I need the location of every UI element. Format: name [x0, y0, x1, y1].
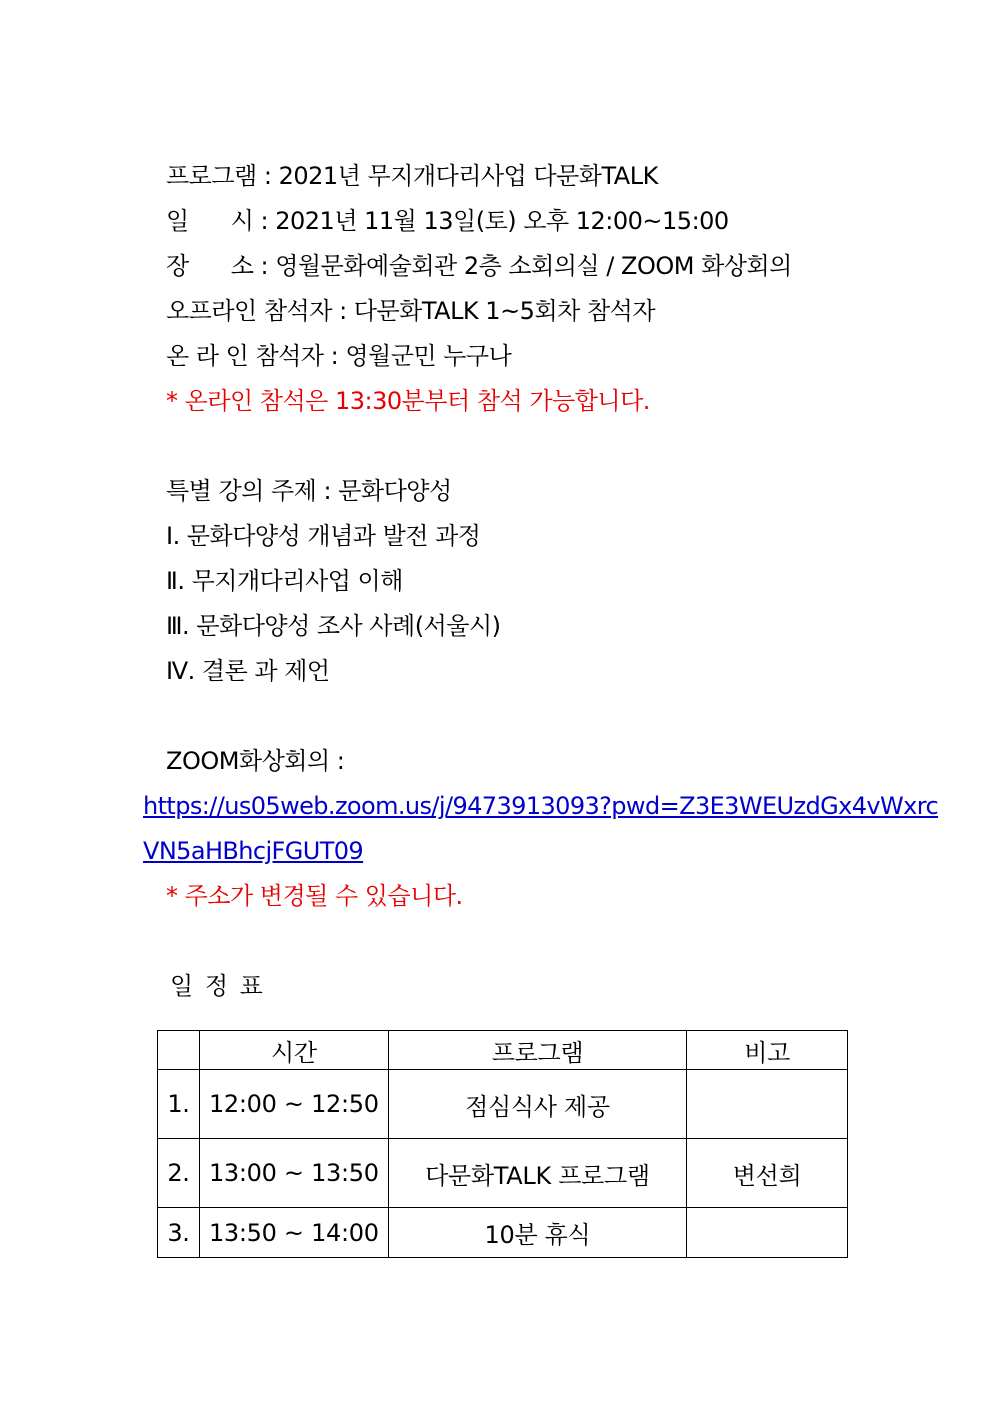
- lecture-item-text: 무지개다리사업 이해: [191, 567, 403, 595]
- row-time: 13:50 ~ 14:00: [199, 1208, 388, 1258]
- place-label-2: 소: [230, 252, 254, 280]
- row-num: 2.: [158, 1139, 200, 1208]
- row-program: 점심식사 제공: [388, 1070, 687, 1139]
- date-label-1: 일: [166, 207, 189, 235]
- schedule-title: 일 정 표: [170, 972, 265, 1000]
- lecture-item-text: 결론 과 제언: [201, 657, 330, 685]
- colon: :: [260, 207, 269, 235]
- online-line: [166, 341, 511, 371]
- colon: :: [330, 342, 339, 370]
- online-label: 온 라 인 참석자: [166, 342, 324, 370]
- zoom-link-line2[interactable]: VN5aHBhcjFGUT09: [143, 837, 364, 865]
- colon: :: [323, 477, 332, 505]
- zoom-note: * 주소가 변경될 수 있습니다.: [166, 882, 463, 910]
- lecture-topic-line: [166, 476, 452, 506]
- lecture-item-num: Ⅳ.: [166, 657, 195, 685]
- table-row: [158, 1070, 848, 1139]
- lecture-item: [166, 656, 330, 686]
- online-note: * 온라인 참석은 13:30분부터 참석 가능합니다.: [166, 387, 650, 415]
- lecture-item: [166, 611, 501, 641]
- table-header-row: [158, 1031, 848, 1070]
- header-note: 비고: [687, 1031, 848, 1070]
- place-label-1: 장: [166, 252, 189, 280]
- lecture-item-num: Ⅰ.: [166, 522, 180, 550]
- date-line: [166, 206, 729, 236]
- row-time: 13:00 ~ 13:50: [199, 1139, 388, 1208]
- date-value: 2021년 11월 13일(토) 오후 12:00~15:00: [275, 207, 729, 235]
- program-value: 2021년 무지개다리사업 다문화TALK: [278, 162, 658, 190]
- offline-line: [166, 296, 655, 326]
- row-note: [687, 1070, 848, 1139]
- lecture-item-text: 문화다양성 개념과 발전 과정: [186, 522, 481, 550]
- place-line: [166, 251, 792, 281]
- row-program: 10분 휴식: [388, 1208, 687, 1258]
- offline-value: 다문화TALK 1~5회차 참석자: [353, 297, 655, 325]
- row-note: [687, 1208, 848, 1258]
- table-row: [158, 1139, 848, 1208]
- lecture-item-text: 문화다양성 조사 사례(서울시): [196, 612, 501, 640]
- header-program: 프로그램: [388, 1031, 687, 1070]
- offline-label: 오프라인 참석자: [166, 297, 332, 325]
- zoom-link-line1[interactable]: https://us05web.zoom.us/j/9473913093?pwd=Z3E3WEUzdGx4vWxrc: [143, 792, 939, 820]
- online-value: 영월군민 누구나: [345, 342, 512, 370]
- row-time: 12:00 ~ 12:50: [199, 1070, 388, 1139]
- schedule-table: [157, 1030, 848, 1258]
- colon: :: [339, 297, 347, 325]
- place-value: 영월문화예술회관 2층 소회의실 / ZOOM 화상회의: [275, 252, 792, 280]
- row-num: 1.: [158, 1070, 200, 1139]
- colon: :: [263, 162, 272, 190]
- program-line: [166, 161, 658, 191]
- colon: :: [260, 252, 269, 280]
- row-program: 다문화TALK 프로그램: [388, 1139, 687, 1208]
- row-num: 3.: [158, 1208, 200, 1258]
- header-num: [158, 1031, 200, 1070]
- lecture-topic-value: 문화다양성: [338, 477, 452, 505]
- lecture-item: [166, 566, 403, 596]
- lecture-item-num: Ⅱ.: [166, 567, 185, 595]
- table-row: [158, 1208, 848, 1258]
- lecture-item-num: Ⅲ.: [166, 612, 190, 640]
- header-time: 시간: [199, 1031, 388, 1070]
- date-label-2: 시: [230, 207, 254, 235]
- row-note: 변선희: [687, 1139, 848, 1208]
- lecture-topic-label: 특별 강의 주제: [166, 477, 317, 505]
- program-label: 프로그램: [166, 162, 257, 190]
- lecture-item: [166, 521, 480, 551]
- zoom-label: ZOOM화상회의 :: [166, 747, 345, 775]
